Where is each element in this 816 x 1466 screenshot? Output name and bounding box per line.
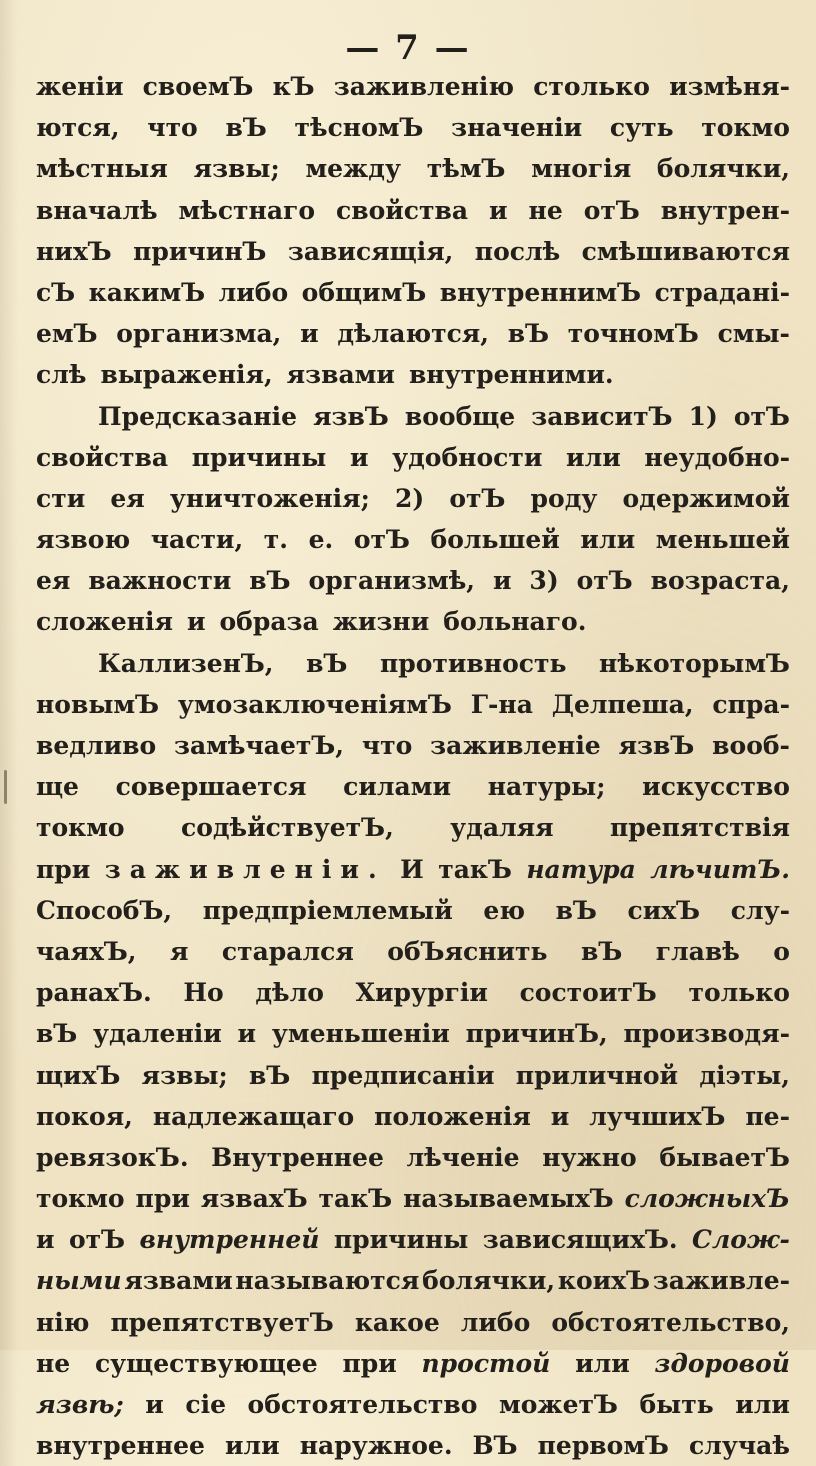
word: содѣйствуетЪ, [181, 813, 394, 843]
word: и [36, 1225, 55, 1255]
word: ются, [36, 113, 120, 143]
word: противность [379, 648, 567, 678]
word: заживленіе [430, 731, 601, 760]
word: слѣ [36, 360, 87, 390]
word: главѣ [655, 936, 740, 966]
word: больнаго. [443, 607, 587, 637]
word: ранахЪ. [36, 978, 152, 1008]
word: сЪ [36, 277, 76, 307]
word: емЪ [36, 319, 98, 349]
word: отЪ [576, 566, 633, 596]
text-line [36, 437, 790, 478]
word: при [135, 1184, 190, 1214]
word: Г-на [470, 689, 533, 719]
word: 2) [394, 483, 425, 513]
text-line [36, 1219, 790, 1260]
word: положенія [374, 1101, 531, 1131]
word: причины [333, 1225, 469, 1255]
word: вЪ [580, 936, 623, 966]
text-line [36, 931, 790, 972]
word: вооб- [712, 731, 790, 760]
text-line [36, 231, 790, 272]
text-line [36, 396, 790, 437]
word: удаленіи [93, 1019, 222, 1049]
text-line [36, 519, 790, 560]
word: либо [218, 277, 289, 307]
word: токмо [36, 1184, 125, 1214]
word: при [342, 1348, 397, 1378]
word: и [489, 195, 508, 225]
text-line [36, 354, 790, 395]
text-line [36, 560, 790, 601]
word: существующее [94, 1348, 318, 1378]
word: ными [36, 1266, 122, 1296]
word: покоя, [36, 1101, 133, 1131]
word: первомЪ [537, 1431, 669, 1461]
word: отЪ [733, 401, 790, 431]
word: или [580, 525, 636, 555]
word: заживленіи. [104, 854, 386, 884]
text-line [36, 1178, 790, 1219]
word: удаляя [450, 813, 554, 843]
word: общимЪ [301, 277, 427, 307]
word: и [550, 1101, 570, 1131]
word: жизни [332, 607, 430, 637]
word: Слож- [692, 1225, 790, 1255]
word: новымЪ [36, 689, 160, 719]
word: важности [88, 566, 232, 596]
text-line [36, 1013, 790, 1054]
word: ею [483, 895, 525, 925]
word: замѣчаетЪ, [174, 731, 344, 760]
word: при [36, 854, 91, 884]
word: уничтоженія; [169, 483, 370, 513]
text-line [36, 272, 790, 313]
word: не [528, 195, 563, 225]
word: лучшихЪ [589, 1101, 726, 1131]
word: сіе [185, 1390, 226, 1419]
word: заживленію [333, 72, 515, 101]
word: удобности [392, 442, 543, 472]
word: лѣчитЪ. [650, 854, 790, 884]
word: между [305, 154, 401, 184]
word: сти [36, 483, 86, 513]
word: или [575, 1348, 630, 1378]
word: многія [531, 154, 632, 184]
word: обЪяснить [387, 936, 548, 966]
word: слу- [730, 895, 790, 925]
word: и [300, 319, 319, 349]
word: возраста, [650, 566, 790, 596]
word: или [566, 442, 621, 472]
word: приличной [515, 1060, 679, 1090]
text-line [36, 684, 790, 725]
word: причинЪ, [465, 1019, 608, 1049]
word: называются [235, 1266, 420, 1296]
text-line [36, 190, 790, 231]
text-line [36, 1055, 790, 1096]
text-line [36, 1384, 790, 1425]
word: значеніи [451, 113, 583, 143]
text-line [36, 1137, 790, 1178]
word: измѣня- [669, 72, 790, 101]
word: нихЪ [36, 236, 112, 266]
margin-mark [4, 770, 7, 804]
word: обстоятельство, [551, 1307, 790, 1337]
text-line [36, 807, 790, 848]
text-line [36, 66, 790, 107]
word: сихЪ [627, 895, 701, 925]
word: уменьшеніи [271, 1019, 450, 1049]
text-line [36, 478, 790, 519]
word: меньшей [655, 525, 790, 555]
word: Хирургіи [355, 978, 488, 1008]
word: вЪ [555, 895, 597, 925]
word: свойства [335, 195, 469, 225]
word: либо [460, 1307, 531, 1337]
word: вЪ [249, 1060, 291, 1090]
word: зависящихЪ. [482, 1225, 678, 1255]
word: роду [530, 483, 598, 513]
word: спра- [712, 689, 790, 719]
word: умозаключеніямЪ [177, 689, 452, 719]
word: нію [36, 1307, 90, 1337]
word: болячки, [422, 1266, 556, 1296]
word: и [349, 442, 369, 472]
word: столько [533, 72, 650, 101]
word: или [735, 1390, 790, 1419]
word: внутренней [139, 1225, 320, 1255]
word: женіи [36, 72, 124, 101]
body-text [36, 66, 790, 1466]
word: Но [183, 978, 224, 1008]
word: зависитЪ [531, 401, 673, 431]
word: отЪ [583, 195, 640, 225]
word: язвы; [193, 154, 280, 184]
word: вЪ [36, 1019, 78, 1049]
text-line [36, 890, 790, 931]
word: тѣмЪ [426, 154, 506, 184]
word: наружное. [299, 1431, 453, 1461]
word: предписаніи [311, 1060, 495, 1090]
word: свойства [36, 442, 169, 472]
word: вообще [404, 401, 516, 431]
word: тѣсномЪ [294, 113, 424, 143]
word: смы- [717, 319, 790, 349]
word: язвы; [141, 1060, 228, 1090]
word: ея [36, 566, 71, 596]
word: дѣлаются, [337, 319, 489, 349]
word: образа [219, 607, 319, 637]
word: препятствія [609, 813, 790, 843]
word: вначалѣ [36, 195, 158, 225]
word: токмо [701, 113, 790, 143]
word: организмѣ, [308, 566, 475, 596]
word: простой [421, 1348, 551, 1378]
word: организма, [116, 319, 282, 349]
word: выраженія, [100, 360, 273, 390]
word: чаяхЪ, [36, 936, 137, 966]
word: кЪ [272, 72, 315, 101]
word: производя- [623, 1019, 790, 1049]
word: своемЪ [142, 72, 254, 101]
word: вЪ [507, 319, 550, 349]
word: предпріемлемый [202, 895, 453, 925]
word: такЪ [438, 854, 512, 884]
word: точномЪ [567, 319, 699, 349]
text-line [36, 1260, 790, 1301]
word: ще [36, 772, 79, 802]
word: и [186, 607, 206, 637]
word: болячки, [656, 154, 790, 184]
word: щихЪ [36, 1060, 121, 1090]
word: неудобно- [644, 442, 790, 472]
text-line [36, 643, 790, 684]
word: ревязокЪ. [36, 1142, 189, 1172]
word: причины [191, 442, 327, 472]
word: И [400, 854, 424, 884]
word: причинЪ [133, 236, 267, 266]
word: искусство [642, 772, 790, 802]
text-line [36, 1096, 790, 1137]
word: лѣченіе [406, 1142, 520, 1172]
word: ВЪ [472, 1431, 518, 1461]
word: дѣло [255, 978, 324, 1008]
word: 1) [688, 401, 718, 431]
word: страдані- [654, 277, 790, 307]
text-line [36, 972, 790, 1013]
word: мѣстнаго [178, 195, 316, 225]
word: что [361, 731, 413, 760]
word: нужно [542, 1142, 637, 1172]
word: одержимой [622, 483, 790, 513]
word: не [36, 1348, 71, 1378]
word: внутренними. [408, 360, 614, 390]
word: какимЪ [88, 277, 206, 307]
word: здоровой [654, 1348, 790, 1378]
word: и [492, 566, 512, 596]
word: сложныхЪ [624, 1184, 790, 1214]
word: или [224, 1431, 280, 1461]
word: и [145, 1390, 164, 1419]
word: 3) [529, 566, 559, 596]
word: коихЪ [557, 1266, 650, 1296]
word: язвЪ [313, 401, 389, 431]
word: заживле- [652, 1266, 790, 1296]
word: состоитЪ [519, 978, 657, 1008]
word: нѣкоторымЪ [599, 648, 790, 678]
word: я [169, 936, 189, 966]
word: части, [150, 525, 244, 555]
word: КаллизенЪ, [98, 648, 274, 678]
text-line [36, 1343, 790, 1384]
word: большей [430, 525, 560, 555]
word: язвою [36, 525, 131, 555]
word: и [237, 1019, 257, 1049]
word: Делпеша, [551, 689, 694, 719]
word: называемыхЪ [403, 1184, 614, 1214]
text-line [36, 1425, 790, 1466]
word: бываетЪ [659, 1142, 790, 1172]
word: е. [308, 525, 334, 555]
word: послѣ [474, 236, 561, 266]
word: мѣстныя [36, 154, 168, 184]
word: суть [609, 113, 674, 143]
word: натура [526, 854, 636, 884]
word: надлежащаго [152, 1101, 355, 1131]
word: отЪ [353, 525, 410, 555]
word: СпособЪ, [36, 895, 173, 925]
word: обстоятельство [247, 1390, 478, 1419]
word: быть [639, 1390, 714, 1419]
text-line [36, 766, 790, 807]
word: ея [110, 483, 145, 513]
word: ведливо [36, 731, 157, 760]
text-line [36, 1302, 790, 1343]
word: внутреннее [36, 1431, 205, 1461]
word: смѣшиваются [581, 236, 790, 266]
word: совершается [115, 772, 307, 802]
word: какое [354, 1307, 440, 1337]
word: старался [221, 936, 354, 966]
word: Внутреннее [211, 1142, 384, 1172]
word: вЪ [249, 566, 291, 596]
word: можетЪ [499, 1390, 618, 1419]
word: вЪ [225, 113, 267, 143]
word: язвѣ; [36, 1390, 124, 1419]
word: язвами [286, 360, 395, 390]
word: діэты, [699, 1060, 790, 1090]
word: зависящія, [287, 236, 454, 266]
word: т. [263, 525, 288, 555]
word: язвами [124, 1266, 233, 1296]
text-line [36, 313, 790, 354]
word: язвахЪ [200, 1184, 308, 1214]
text-line [36, 107, 790, 148]
text-line [36, 725, 790, 766]
word: Предсказаніе [98, 401, 297, 431]
word: что [147, 113, 198, 143]
word: внутреннимЪ [439, 277, 642, 307]
word: вЪ [306, 648, 348, 678]
word: о [773, 936, 790, 966]
word: пе- [745, 1101, 790, 1131]
word: отЪ [449, 483, 506, 513]
text-line [36, 601, 790, 642]
word: сложенія [36, 607, 173, 637]
text-line [36, 849, 790, 890]
word: такЪ [318, 1184, 393, 1214]
word: натуры; [487, 772, 606, 802]
word: внутрен- [660, 195, 790, 225]
word: только [688, 978, 790, 1008]
word: силами [343, 772, 452, 802]
text-line [36, 148, 790, 189]
word: препятствуетЪ [110, 1307, 334, 1337]
page-number: — 7 — [345, 28, 471, 68]
word: отЪ [68, 1225, 126, 1255]
word: случаѣ [689, 1431, 790, 1461]
word: язвЪ [618, 731, 695, 760]
word: токмо [36, 813, 125, 843]
